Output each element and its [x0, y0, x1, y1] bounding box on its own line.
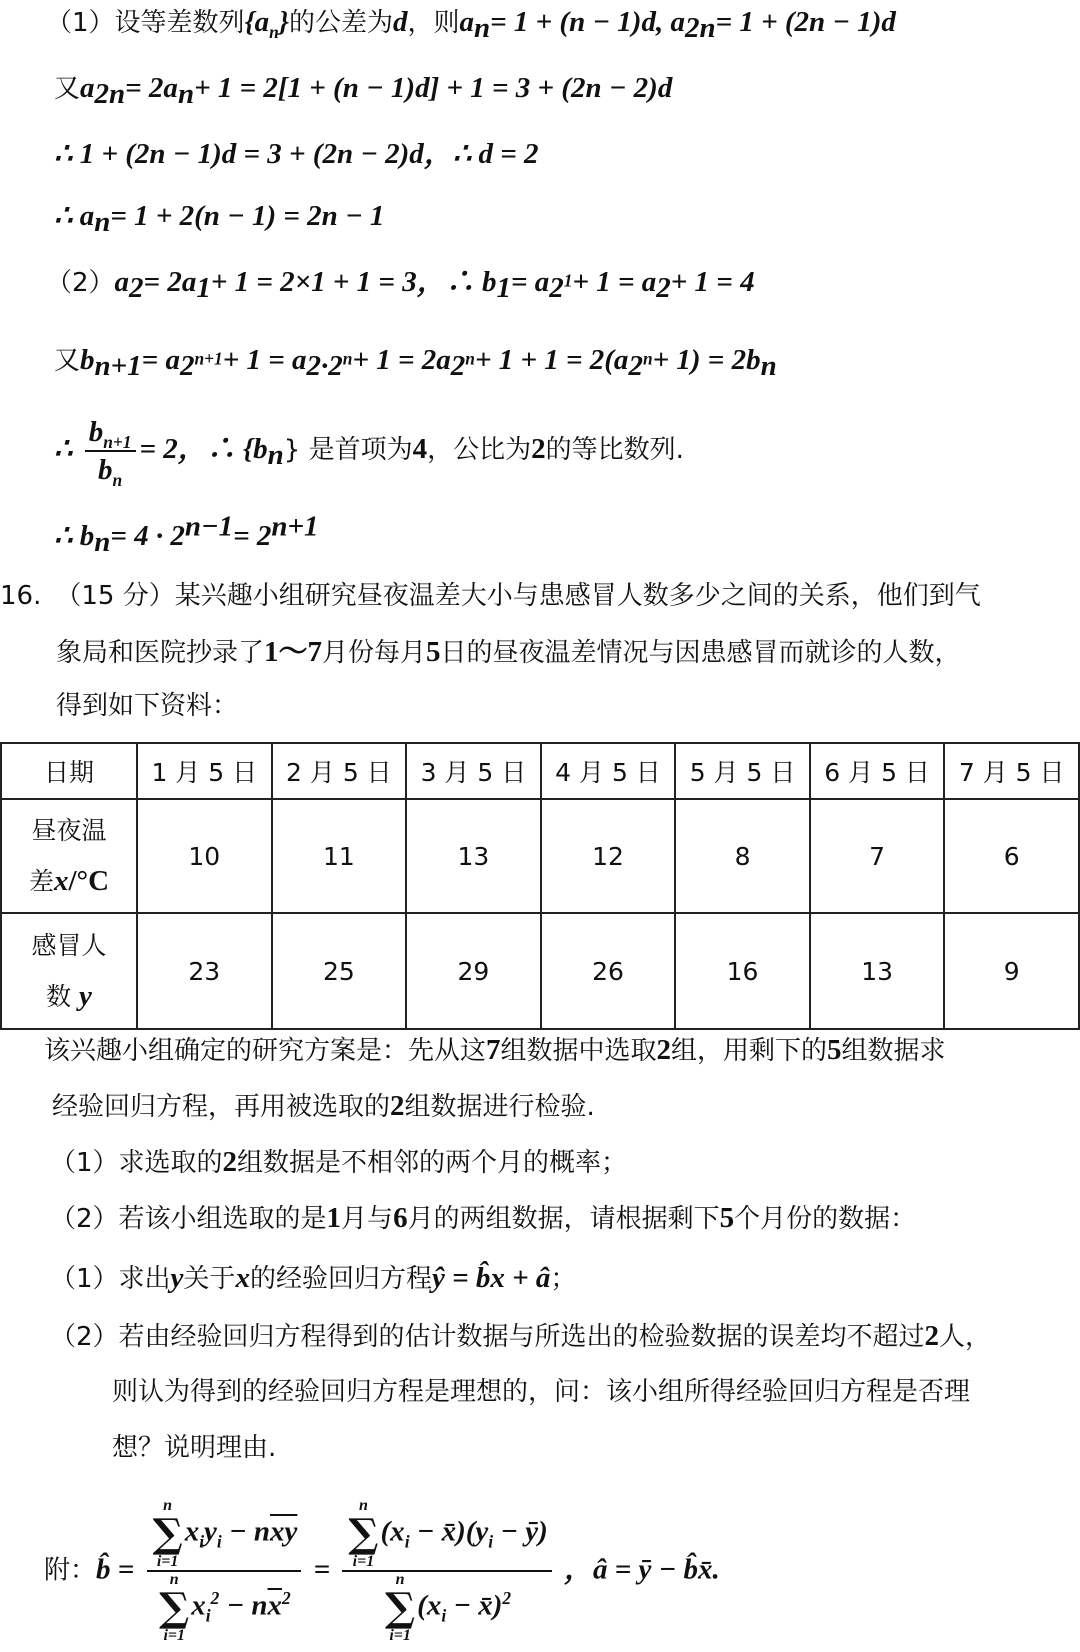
var-d: d — [392, 6, 408, 38]
row-label — [1, 913, 137, 1029]
solution-line-4: ∴ $a_n= 1 + 2(n - 1) = 2n - 1$ — [54, 200, 385, 239]
num: 2 — [390, 1090, 405, 1122]
text: ； — [550, 1264, 577, 1294]
seq: {a — [244, 6, 270, 38]
formula: = a — [510, 266, 550, 298]
unit: /°C — [68, 864, 110, 897]
plan-line-2 — [52, 1086, 595, 1127]
num: 5 — [827, 1034, 842, 1066]
text: （1）求选取的 — [50, 1148, 223, 1178]
den: b — [98, 453, 113, 486]
value-cell: 8 — [675, 799, 810, 913]
text: （2）若由经验回归方程得到的估计数据与所选出的检验数据的误差均不超过 — [50, 1322, 925, 1352]
fraction-2: n ∑ i=1 ($x_i$ − $x̄)(y_i$ − ȳ) n ∑ i=1 ($x_i$ − x̄)$^2$ — [342, 1498, 551, 1644]
eq: = — [313, 1553, 331, 1586]
question-2 — [50, 1198, 916, 1239]
var: y — [79, 979, 92, 1012]
problem-number: 16. — [0, 581, 42, 611]
text: 该兴趣小组确定的研究方案是：先从这 — [44, 1036, 487, 1066]
value-cell: 13 — [810, 913, 945, 1029]
num: 5 — [426, 636, 441, 668]
var: x — [235, 1262, 250, 1294]
text: 人， — [939, 1322, 992, 1352]
formula: = 2 — [139, 433, 178, 465]
solution-line-6: 又$b_{n+1}= a_{2^{n+1}}+ 1 = a_{2\cdot 2^n}+ 1 = 2a_{2^n}+ 1 + 1 = 2(a_{2^n}+ 1) = 2b_n$ — [54, 344, 777, 383]
value-cell: 29 — [406, 913, 541, 1029]
den: − n — [226, 1589, 268, 1622]
question-1 — [50, 1142, 627, 1183]
text: 关于 — [183, 1264, 236, 1294]
text: 组，用剩下的 — [671, 1036, 828, 1066]
lim: n — [163, 1497, 173, 1514]
formula: = 1 + 2(n − 1) = 2n − 1 — [110, 200, 385, 232]
formula: a — [114, 266, 130, 298]
text: ，则 — [407, 8, 460, 38]
sum — [153, 1498, 183, 1570]
formula: ∴ a — [54, 200, 95, 232]
formula: = 4 · 2 — [110, 520, 185, 552]
formula: + 1 = a — [572, 266, 657, 298]
text: 的等比数列. — [545, 435, 684, 465]
value-cell: 11 — [272, 799, 407, 913]
formula: ŷ = b̂x + â — [431, 1262, 551, 1294]
value-cell: 10 — [137, 799, 272, 913]
num: 4 — [412, 433, 428, 465]
prefix: 又 — [54, 74, 81, 104]
sigma: ∑ — [152, 1510, 183, 1557]
date-cell: 1 月 5 日 — [137, 743, 272, 799]
solution-line-5: $(2)a_2= 2a_1+ 1 = 2\times 1 + 1 = 3$，∴ $b_1= a_{2^1}+ 1 = a_2+ 1 = 4$ — [46, 266, 755, 305]
question-2-1 — [50, 1258, 576, 1299]
value-cell: 6 — [944, 799, 1079, 913]
text: ，公比为 — [427, 435, 532, 465]
formula: ，â = ȳ − b̂x̄. — [564, 1553, 720, 1586]
num: 2 — [924, 1320, 940, 1352]
date-cell: 6 月 5 日 — [810, 743, 945, 799]
table-row — [1, 799, 1079, 913]
formula: + 1 = 2×1 + 1 = 3 — [210, 266, 417, 298]
text: （2）若该小组选取的是 — [50, 1204, 327, 1234]
fraction: $\frac{b_{n+1}}{b_n}$ — [85, 414, 136, 488]
lim: i=1 — [156, 1553, 179, 1570]
formula: + 1 = a — [222, 344, 307, 376]
formula: + 1 = 4 — [670, 266, 755, 298]
row-label — [1, 799, 137, 913]
formula: + 1 + 1 = 2(a — [474, 344, 629, 376]
value-cell: 7 — [810, 799, 945, 913]
formula: ，∴ {b — [177, 433, 268, 465]
solution-line-2: 又$a_{2n}= 2a_n+ 1 = 2[1 + (n - 1)d] + 1 = 3 + (2n - 2)d$ — [54, 72, 673, 111]
formula: ，∴ d = 2 — [423, 138, 539, 170]
text: 个月份的数据： — [734, 1204, 917, 1234]
num: 2 — [222, 1146, 238, 1178]
formula: = 2a — [143, 266, 197, 298]
text: 经验回归方程，再用被选取的 — [52, 1092, 391, 1122]
table-row — [1, 913, 1079, 1029]
formula: = 1 + (2n − 1)d — [715, 6, 896, 38]
formula: ∴ 1 + (2n − 1)d = 3 + (2n − 2)d — [54, 138, 424, 170]
num: − x̄)(y — [416, 1515, 489, 1548]
text: （1）求出 — [50, 1264, 171, 1294]
formula: b̂ = — [96, 1553, 135, 1586]
question-2-2-line-2: 则认为得到的经验回归方程是理想的，问：该小组所得经验回归方程是否理 — [112, 1377, 971, 1407]
formula: = a — [141, 344, 180, 376]
plan-line-1 — [44, 1030, 946, 1071]
sum: n ∑ i=1 — [348, 1497, 379, 1570]
appendix — [44, 1497, 720, 1644]
text: （15 分）某兴趣小组研究昼夜温差大小与患感冒人数多少之间的关系，他们到气 — [55, 581, 981, 611]
num: − ȳ) — [500, 1515, 548, 1548]
label: 感冒人 — [31, 930, 107, 960]
den: (x — [417, 1589, 442, 1622]
problem-line-2 — [56, 632, 961, 673]
part-label: （2） — [46, 268, 115, 298]
num: x — [184, 1515, 200, 1548]
num: 6 — [393, 1202, 408, 1234]
sub: n — [269, 21, 279, 42]
data-table — [0, 742, 1080, 1030]
part-label: （1） — [46, 8, 115, 38]
seq-close: } — [278, 6, 289, 38]
text: 设等差数列 — [114, 8, 245, 38]
label: 差 — [28, 866, 54, 896]
formula: ，∴ b — [416, 266, 497, 298]
den: x — [191, 1589, 206, 1622]
value-cell: 13 — [406, 799, 541, 913]
text: 的公差为 — [288, 8, 393, 38]
text: 组数据中选取 — [500, 1036, 657, 1066]
text: 组数据求 — [841, 1036, 946, 1066]
var: y — [170, 1262, 184, 1294]
header-label: 日期 — [1, 743, 137, 799]
date-cell: 3 月 5 日 — [406, 743, 541, 799]
text: 象局和医院抄录了 — [56, 638, 265, 668]
date-cell: 5 月 5 日 — [675, 743, 810, 799]
date-cell: 4 月 5 日 — [541, 743, 676, 799]
value-cell: 12 — [541, 799, 676, 913]
table-header-row — [1, 743, 1079, 799]
value-cell: 9 — [944, 913, 1079, 1029]
formula: + 1) = 2b — [652, 344, 761, 376]
solution-line-7: ∴ $\frac{b_{n+1}}{b_n}$ = 2，∴ $\{b_n\}$ 是首项为4，公比为2的等比数列. — [54, 415, 684, 490]
value-cell: 26 — [541, 913, 676, 1029]
appendix-label: 附： — [44, 1555, 97, 1586]
solution-line-3 — [54, 134, 539, 175]
sum: n ∑ i=1 — [385, 1571, 416, 1644]
solution-line-8: ∴ $b_n= 4 \cdot 2^{n-1}= 2^{n+1}$ — [54, 510, 319, 559]
text: 日的昼夜温差情况与因患感冒而就诊的人数， — [440, 638, 961, 668]
text: 组数据进行检验. — [404, 1092, 595, 1122]
prefix: 又 — [54, 346, 81, 376]
question-2-2-line-3: 想？说明理由. — [112, 1433, 277, 1463]
formula: = 2a — [125, 72, 178, 104]
text: 月与 — [341, 1204, 394, 1234]
date-cell: 7 月 5 日 — [944, 743, 1079, 799]
sum: n ∑ i=1 — [159, 1571, 190, 1644]
problem-line-3: 得到如下资料： — [56, 691, 239, 721]
num: 5 — [719, 1202, 735, 1234]
formula: + 1 = 2a — [352, 344, 451, 376]
formula: = 2 — [233, 520, 272, 552]
num: 1 — [326, 1202, 342, 1234]
label: 昼夜温 — [31, 815, 107, 845]
var-a: a — [459, 6, 474, 38]
num: (x — [380, 1515, 405, 1548]
text: 的经验回归方程 — [249, 1264, 432, 1294]
formula: ∴ b — [54, 520, 95, 552]
text: 月份每月 — [322, 638, 427, 668]
num: − n — [229, 1515, 270, 1548]
value-cell: 23 — [137, 913, 272, 1029]
var: x — [53, 864, 69, 897]
question-2-2 — [50, 1316, 991, 1357]
num: 7 — [486, 1034, 501, 1066]
date-cell: 2 月 5 日 — [272, 743, 407, 799]
problem-head — [0, 576, 981, 616]
label: 数 — [46, 981, 72, 1011]
formula: b — [80, 344, 95, 376]
num: b — [88, 415, 104, 448]
text: } 是首项为 — [283, 435, 413, 465]
solution-line-1: （1）设等差数列$\{a_n\}$的公差为d，则$a_n= 1 + (n - 1)d$, $a_{2n}= 1 + (2n - 1)d$ — [46, 6, 896, 45]
formula: + 1 = 2[1 + (n − 1)d] + 1 = 3 + (2n − 2)d — [194, 72, 673, 104]
text: 月的两组数据，请根据剩下 — [407, 1204, 720, 1234]
num: 2 — [531, 433, 546, 465]
text: 组数据是不相邻的两个月的概率； — [237, 1148, 628, 1178]
num: 2 — [656, 1034, 672, 1066]
fraction-1: n ∑ i=1 $x_iy_i - n\overline{xy}$ n ∑ i=1 $x_i^2 - n\overline{x}^2$ — [147, 1498, 302, 1644]
den: − x̄) — [453, 1589, 503, 1622]
formula: = 1 + (n − 1)d, a — [490, 6, 685, 38]
value-cell: 16 — [675, 913, 810, 1029]
value-cell: 25 — [272, 913, 407, 1029]
num: 1～7 — [264, 636, 323, 668]
